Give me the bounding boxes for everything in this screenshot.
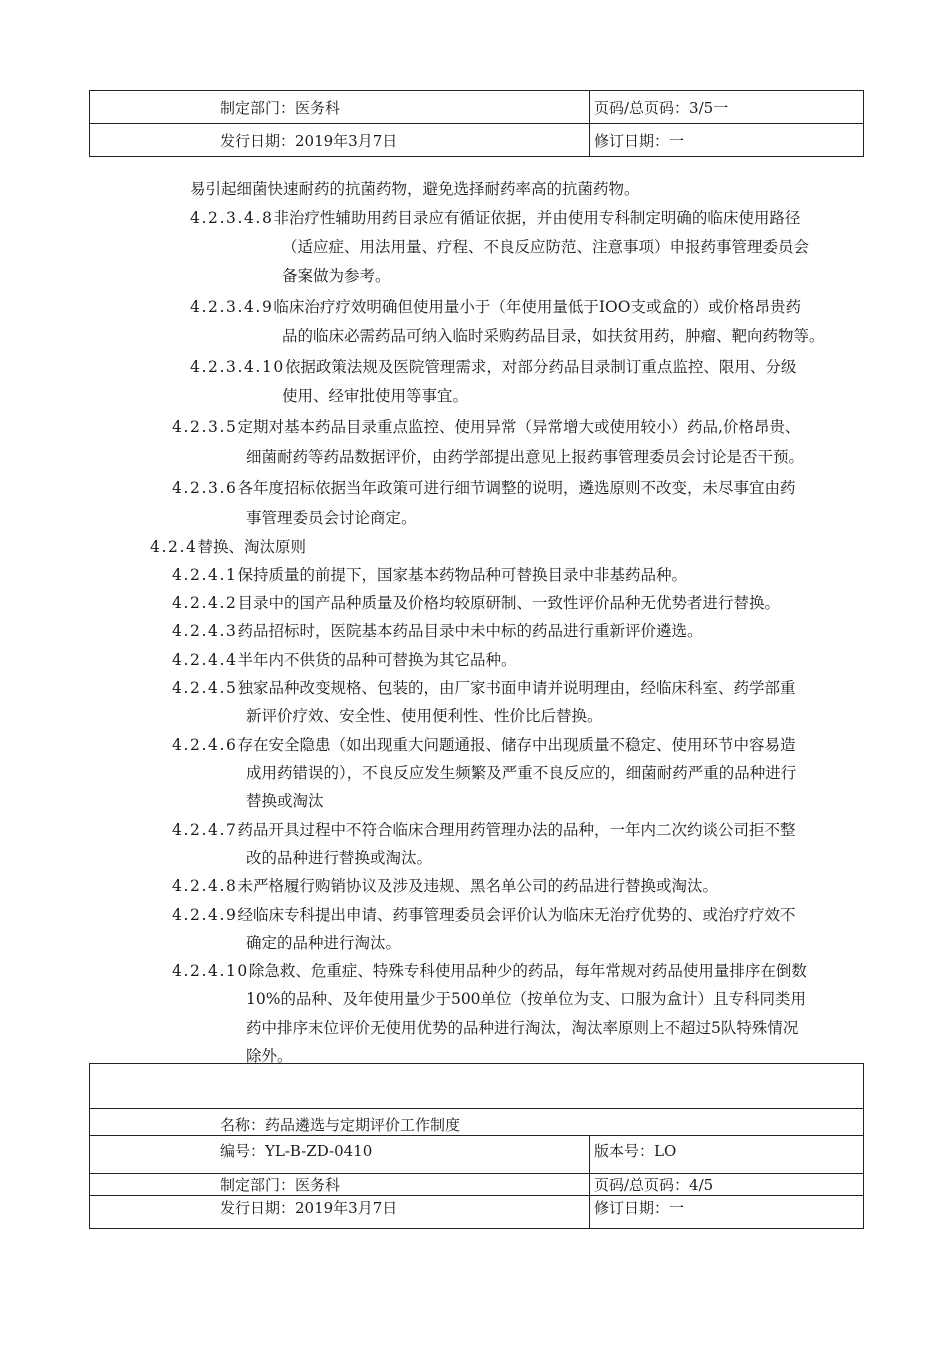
clause-4-2-4-10	[172, 960, 807, 982]
clause-4-2-3-4-9	[190, 296, 801, 318]
clause-text: 未严格履行购销协议及涉及违规、黑名单公司的药品进行替换或淘汰。	[237, 877, 718, 895]
clause-text: 半年内不供货的品种可替换为其它品种。	[237, 651, 517, 669]
revision-date-cell: 修订日期：一	[590, 124, 864, 157]
clause-4-2-4-6	[172, 734, 795, 756]
clause-number: 4.2.3.4.9	[190, 298, 274, 316]
clause-text: 存在安全隐患（如出现重大问题通报、储存中出现质量不稳定、使用环节中容易造	[237, 736, 796, 754]
clause-text: 替换或淘汰	[246, 792, 324, 810]
clause-number: 4.2.4.4	[172, 651, 238, 669]
dept-cell: 制定部门：医务科	[90, 1174, 590, 1196]
clause-text: 改的品种进行替换或淘汰。	[246, 849, 433, 867]
clause-line	[246, 790, 324, 812]
clause-line	[282, 236, 809, 258]
clause-text: 独家品种改变规格、包装的，由厂家书面申请并说明理由，经临床科室、药学部重	[237, 679, 796, 697]
clause-text: 品的临床必需药品可纳入临时采购药品目录，如扶贫用药，肿瘤、靶向药物等。	[282, 327, 825, 345]
clause-text: 细菌耐药等药品数据评价，由药学部提出意见上报药事管理委员会讨论是否干预。	[246, 448, 805, 466]
clause-line	[246, 847, 432, 869]
clause-line	[246, 507, 417, 529]
clause-line	[246, 932, 401, 954]
clause-text: 除急救、危重症、特殊专科使用品种少的药品，每年常规对药品使用量排序在倒数	[248, 962, 807, 980]
issue-date-cell: 发行日期：2019年3月7日	[90, 1196, 590, 1229]
clause-4-2-4-8	[172, 875, 718, 897]
clause-text: 药品开具过程中不符合临床合理用药管理办法的品种，一年内二次约谈公司拒不整	[237, 821, 796, 839]
dept-cell: 制定部门：医务科	[90, 91, 590, 124]
paragraph-text: 易引起细菌快速耐药的抗菌药物，避免选择耐药率高的抗菌药物。	[190, 180, 640, 198]
clause-text: 经临床专科提出申请、药事管理委员会评价认为临床无治疗优势的、或治疗疗效不	[237, 906, 796, 924]
clause-4-2-4-7	[172, 819, 795, 841]
clause-number: 4.2.4.7	[172, 821, 238, 839]
clause-text: （适应症、用法用量、疗程、不良反应防范、注意事项）申报药事管理委员会	[282, 238, 810, 256]
clause-4-2-3-5	[172, 416, 800, 438]
section-4-2-4-heading	[150, 536, 306, 558]
top-header-table	[89, 90, 864, 157]
clause-number: 4.2.4.9	[172, 906, 238, 924]
clause-line	[246, 1017, 798, 1039]
clause-number: 4.2.3.5	[172, 418, 238, 436]
clause-number: 4.2.4.8	[172, 877, 238, 895]
clause-number: 4.2.4	[150, 538, 198, 556]
clause-text: 除外。	[246, 1047, 293, 1065]
clause-4-2-4-1	[172, 564, 687, 586]
clause-number: 4.2.4.2	[172, 594, 238, 612]
clause-number: 4.2.3.4.8	[190, 209, 274, 227]
clause-line	[282, 385, 468, 407]
clause-text: 保持质量的前提下，国家基本药物品种可替换目录中非基药品种。	[237, 566, 687, 584]
clause-text: 临床治疗疗效明确但使用量小于（年使用量低于IOO支或盒的）或价格昂贵药	[273, 298, 801, 316]
clause-text: 各年度招标依据当年政策可进行细节调整的说明，遴选原则不改变，未尽事宜由药	[237, 479, 796, 497]
clause-number: 4.2.4.3	[172, 622, 238, 640]
clause-text: 非治疗性辅助用药目录应有循证依据，并由使用专科制定明确的临床使用路径	[273, 209, 801, 227]
revision-date-cell: 修订日期：一	[590, 1196, 864, 1229]
paragraph-continuation	[190, 178, 640, 200]
clause-text: 使用、经审批使用等事宜。	[282, 387, 469, 405]
version-cell: 版本号：LO	[590, 1136, 864, 1174]
clause-line	[246, 762, 796, 784]
clause-text: 目录中的国产品种质量及价格均较原研制、一致性评价品种无优势者进行替换。	[237, 594, 780, 612]
clause-4-2-3-4-8	[190, 207, 800, 229]
clause-line	[246, 988, 806, 1010]
doc-name-cell: 名称：药品遴选与定期评价工作制度	[90, 1109, 864, 1136]
clause-text: 定期对基本药品目录重点监控、使用异常（异常增大或使用较小）药品,价格昂贵、	[237, 418, 801, 436]
clause-number: 4.2.4.5	[172, 679, 238, 697]
clause-text: 成用药错误的），不良反应发生频繁及严重不良反应的，细菌耐药严重的品种进行	[246, 764, 797, 782]
clause-text: 新评价疗效、安全性、使用便利性、性价比后替换。	[246, 707, 603, 725]
clause-4-2-4-2	[172, 592, 780, 614]
clause-text: 药中排序末位评价无使用优势的品种进行淘汰，淘汰率原则上不超过5队特殊情况	[246, 1019, 799, 1037]
bottom-header-table	[89, 1063, 864, 1229]
blank-row	[90, 1064, 864, 1109]
clause-number: 4.2.3.4.10	[190, 358, 285, 376]
clause-number: 4.2.4.1	[172, 566, 238, 584]
doc-code-cell: 编号：YL-B-ZD-0410	[90, 1136, 590, 1174]
clause-4-2-3-4-10	[190, 356, 796, 378]
clause-4-2-4-9	[172, 904, 795, 926]
clause-text: 药品招标时，医院基本药品目录中未中标的药品进行重新评价遴选。	[237, 622, 703, 640]
clause-number: 4.2.4.10	[172, 962, 249, 980]
clause-4-2-4-5	[172, 677, 795, 699]
clause-text: 依据政策法规及医院管理需求，对部分药品目录制订重点监控、限用、分级	[284, 358, 797, 376]
clause-4-2-4-4	[172, 649, 516, 671]
clause-text: 替换、淘汰原则	[197, 538, 306, 556]
page-number-cell: 页码/总页码：4/5	[590, 1174, 864, 1196]
clause-number: 4.2.4.6	[172, 736, 238, 754]
clause-text: 备案做为参考。	[282, 267, 391, 285]
clause-text: 10%的品种、及年使用量少于500单位（按单位为支、口服为盒计）且专科同类用	[246, 990, 807, 1008]
clause-line	[246, 705, 603, 727]
clause-4-2-3-6	[172, 477, 795, 499]
clause-line	[282, 265, 391, 287]
clause-line	[246, 446, 804, 468]
clause-line	[282, 325, 825, 347]
clause-text: 确定的品种进行淘汰。	[246, 934, 402, 952]
page-number-cell: 页码/总页码：3/5一	[590, 91, 864, 124]
clause-text: 事管理委员会讨论商定。	[246, 509, 417, 527]
clause-4-2-4-3	[172, 620, 702, 642]
issue-date-cell: 发行日期：2019年3月7日	[90, 124, 590, 157]
clause-number: 4.2.3.6	[172, 479, 238, 497]
